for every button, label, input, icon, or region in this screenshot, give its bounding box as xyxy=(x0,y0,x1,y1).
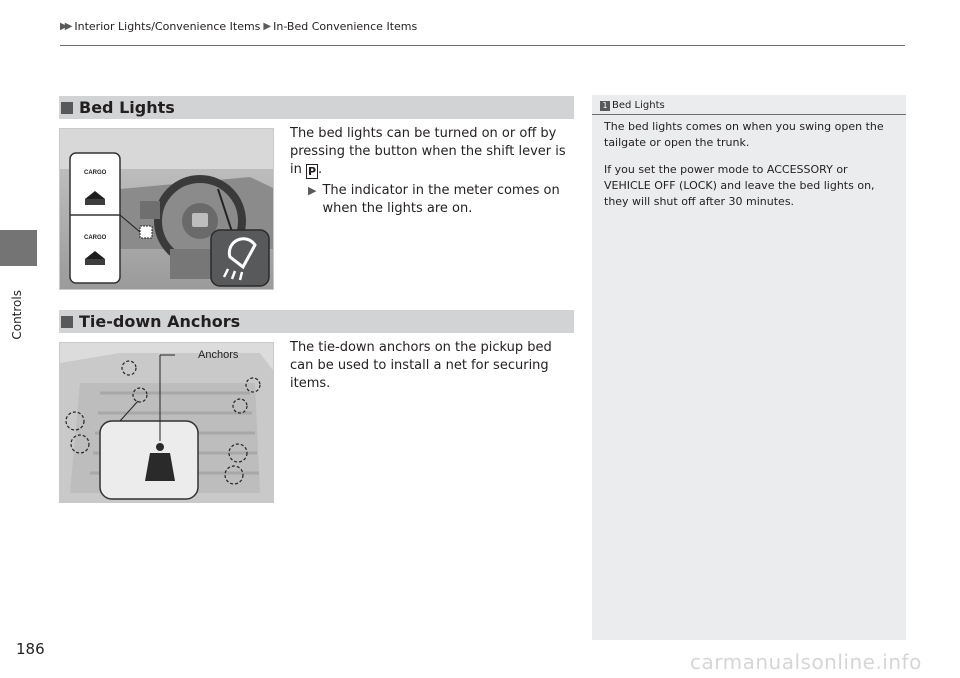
note-paragraph: If you set the power mode to ACCESSORY or VEHICLE OFF (LOCK) and leave the bed lights on, they will shut off after 30 minutes. xyxy=(604,163,875,208)
watermark: carmanualsonline.info xyxy=(690,650,922,674)
breadcrumb-item[interactable]: Interior Lights/Convenience Items xyxy=(74,20,261,33)
breadcrumb xyxy=(60,20,417,33)
sub-note xyxy=(308,182,575,218)
bed-lights-text: The bed lights can be turned on or off by pressing the button when the shift lever is in xyxy=(290,126,566,177)
section-title: Tie-down Anchors xyxy=(79,312,241,331)
cargo-button-label: CARGO xyxy=(84,235,107,241)
breadcrumb-arrow-icon: ▶▶ xyxy=(60,21,70,32)
park-gear-symbol: P xyxy=(307,165,317,178)
bed-lights-figure xyxy=(59,128,274,290)
note-heading-text: Bed Lights xyxy=(612,100,665,111)
sub-note-text: The indicator in the meter comes on when the lights are on. xyxy=(322,183,560,216)
note-body xyxy=(604,119,896,221)
section-square-icon xyxy=(61,316,73,328)
dashboard-illustration xyxy=(60,129,274,290)
truck-bed-illustration xyxy=(60,343,274,503)
bullet-triangle-icon: ▶ xyxy=(308,184,317,197)
note-divider xyxy=(592,114,906,115)
note-heading xyxy=(600,100,665,111)
tie-down-description: The tie-down anchors on the pickup bed can be used to install a net for securing items. xyxy=(290,340,552,391)
section-heading-tie-down xyxy=(59,310,574,333)
chapter-label: Controls xyxy=(10,290,24,340)
section-heading-bed-lights xyxy=(59,96,574,119)
anchors-callout: Anchors xyxy=(198,349,239,361)
sentence-end: . xyxy=(318,162,323,177)
note-reference-icon: 1 xyxy=(600,101,610,111)
note-paragraph: The bed lights comes on when you swing open the tailgate or open the trunk. xyxy=(604,120,884,149)
section-square-icon xyxy=(61,102,73,114)
header-divider xyxy=(60,45,905,46)
page-number: 186 xyxy=(16,640,45,658)
cargo-button-label: CARGO xyxy=(84,170,107,176)
tie-down-figure xyxy=(59,342,274,503)
bed-lights-description xyxy=(290,125,575,218)
breadcrumb-item[interactable]: In-Bed Convenience Items xyxy=(273,20,418,33)
section-title: Bed Lights xyxy=(79,98,175,117)
side-note-panel xyxy=(592,95,906,640)
chapter-tab xyxy=(0,230,37,266)
breadcrumb-arrow-icon: ▶ xyxy=(263,21,269,32)
